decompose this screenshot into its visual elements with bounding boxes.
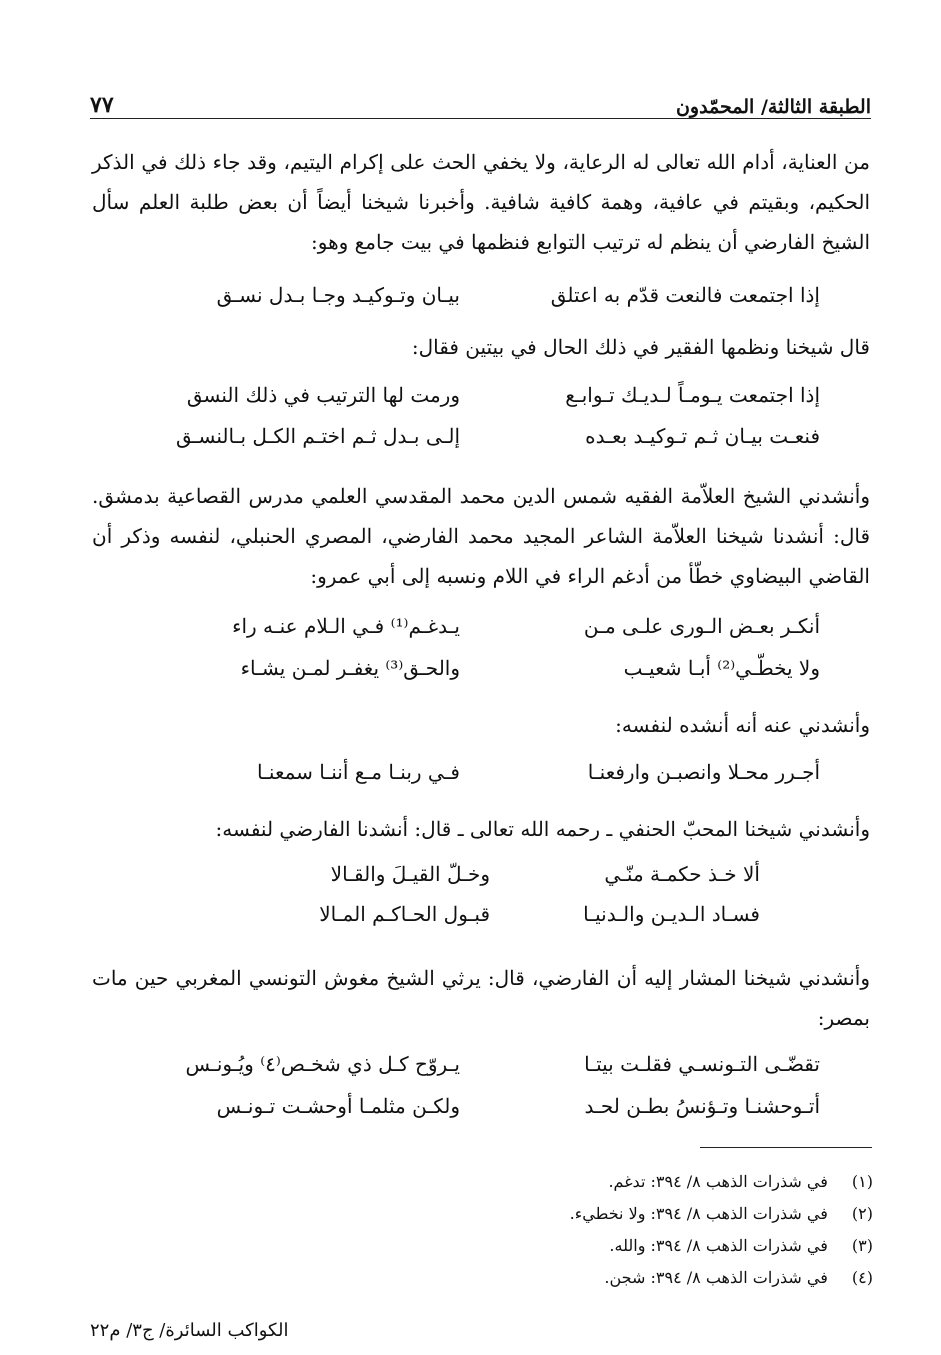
verse-hemistich-first: أتـوحشنـا وتـؤنسُ بطـن لحـد [584, 1094, 820, 1118]
verse-hemistich-first: تقضّـى التـونسـي فقلـت بيتـا [584, 1052, 820, 1076]
footnote [173, 1268, 873, 1298]
footnote-marker: (٤) [851, 1268, 873, 1287]
paragraph: وأنشدني عنه أنه أنشده لنفسه: [615, 713, 870, 737]
verse-hemistich-first: فسـاد الـديـن والـدنيـا [583, 902, 760, 926]
footnote-marker: (١) [851, 1172, 873, 1191]
footnote [173, 1236, 873, 1266]
footnote-text: في شذرات الذهب ٨/ ٣٩٤: ولا نخطيء. [569, 1204, 828, 1223]
footnote [173, 1172, 873, 1202]
paragraph: وأنشدني شيخنا المحبّ الحنفي ـ رحمه الله تعالى ـ قال: أنشدنا الفارضي لنفسه: [215, 817, 870, 841]
verse-hemistich-second: إلـى بـدل ثـم اختـم الكـل بـالنسـق [175, 424, 460, 448]
verse-line [140, 862, 820, 902]
verse-hemistich-first: إذا اجتمعت فالنعت قدّم به اعتلق [550, 283, 820, 307]
footnote-marker: (٣) [851, 1236, 873, 1255]
paragraph: قال شيخنا ونظمها الفقير في ذلك الحال في بيتين فقال: [411, 335, 870, 359]
footnote-text: في شذرات الذهب ٨/ ٣٩٤: والله. [609, 1236, 828, 1255]
verse-hemistich-second: والحـق⁽³⁾ يغفـر لمـن يشـاء [240, 656, 460, 680]
verse-hemistich-second: ولكـن مثلمـا أوحشـت تـونـس [216, 1094, 460, 1118]
verse-hemistich-second: ورمت لها الترتيب في ذلك النسق [186, 383, 460, 407]
verse-line [140, 656, 820, 696]
verse-line [140, 902, 820, 942]
paragraph: وأنشدني شيخنا المشار إليه أن الفارضي، قال: يرثي الشيخ مغوش التونسي المغربي حين مات بمصر: [92, 966, 870, 1030]
verse-hemistich-second: فـي ربنـا مـع أننـا سمعنـا [256, 760, 460, 784]
footnote [173, 1204, 873, 1234]
verse-hemistich-second: بيـان وتـوكيـد وجـا بـدل نسـق [216, 283, 460, 307]
verse-hemistich-first: ولا يخطّـي⁽²⁾ أبـا شعيـب [623, 656, 820, 680]
paragraph: وأنشدني الشيخ العلاّمة الفقيه شمس الدين محمد المقدسي العلمي مدرس القصاعية بدمشق. قال: أنشدنا شيخنا العلاّمة الشاعر المجيد محمد الفارضي، المصري الحنبلي، لنفسه وذكر أن القاضي البيضاوي خطّأ من أدغم الراء في اللام ونسبه إلى أبي عمرو: [92, 484, 870, 588]
verse-line [140, 424, 820, 464]
footnote-divider [700, 1147, 872, 1148]
verse-line [140, 283, 820, 323]
verse-line [140, 1094, 820, 1134]
footnote-text: في شذرات الذهب ٨/ ٣٩٤: شجن. [604, 1268, 828, 1287]
verse-line [140, 383, 820, 423]
page-number: ٧٧ [90, 92, 114, 118]
verse-hemistich-second: قبـول الحـاكـم المـالا [319, 902, 490, 926]
verse-hemistich-second: وخـلّ القيـلَ والقـالا [330, 862, 490, 886]
footnote-marker: (٢) [851, 1204, 873, 1223]
paragraph-intro: من العناية، أدام الله تعالى له الرعاية، ولا يخفي الحث على إكرام اليتيم، وقد جاء ذلك في الذكر الحكيم، وبقيتم في عافية، وهمة كافية شافية. وأخبرنا شيخنا أيضاً أن بعض طلبة العلم سأل الشيخ الفارضي أن ينظم له ترتيب التوابع فنظمها في بيت جامع وهو: [92, 150, 870, 254]
verse-hemistich-first: أنكـر بعـض الـورى علـى مـن [583, 614, 820, 638]
verse-hemistich-first: ألا خـذ حكمـة منّـي [604, 862, 760, 886]
verse-line [140, 614, 820, 654]
printer-signature: الكواكب السائرة/ ج٣/ م٢٢ [90, 1320, 289, 1341]
footnote-text: في شذرات الذهب ٨/ ٣٩٤: تدغم. [608, 1172, 828, 1191]
section-title: الطبقة الثالثة/ المحمّدون [675, 96, 871, 118]
verse-hemistich-first: أجـرر محـلا وانصبـن وارفعنـا [587, 760, 820, 784]
verse-hemistich-second: يـروّح كـل ذي شخـص⁽٤⁾ ويُـونـس [185, 1052, 460, 1076]
verse-hemistich-first: إذا اجتمعت يـومـاً لـديـك تـوابـع [565, 383, 820, 407]
verse-hemistich-first: فنعـت بيـان ثـم تـوكيـد بعـده [585, 424, 820, 448]
verse-line [140, 760, 820, 800]
running-header [90, 84, 871, 119]
verse-line [140, 1052, 820, 1092]
verse-hemistich-second: يـدغـم⁽¹⁾ فـي الـلام عنـه راء [232, 614, 460, 638]
